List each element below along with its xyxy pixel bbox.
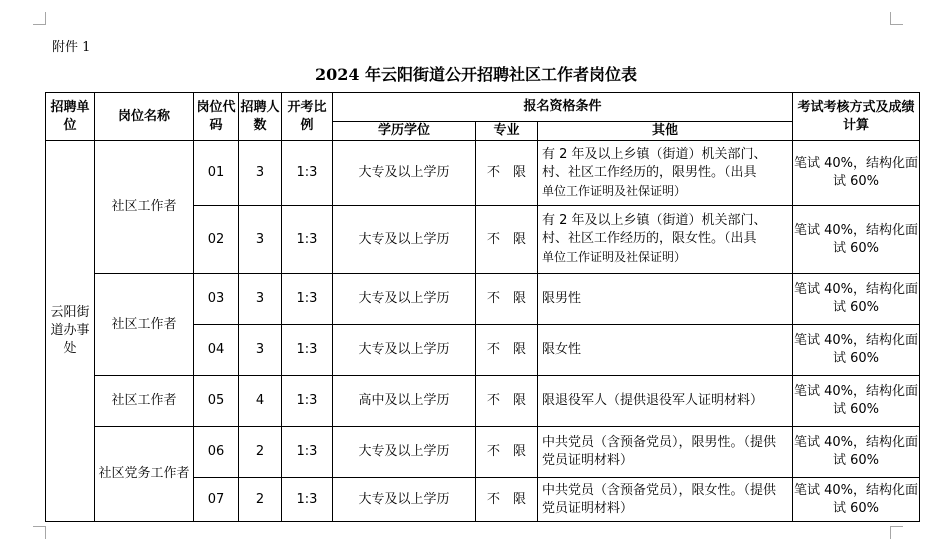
header-education: 学历学位 — [333, 122, 476, 141]
other-requirements-cell — [538, 206, 793, 274]
header-assessment: 考试考核方式及成绩计算 — [793, 93, 920, 141]
position-code-cell: 07 — [194, 478, 239, 522]
exam-ratio-cell: 1:3 — [282, 478, 333, 522]
assessment-cell: 笔试 40%，结构化面试 60% — [793, 274, 920, 325]
header-other: 其他 — [538, 122, 793, 141]
position-name-cell: 社区工作者 — [95, 376, 194, 427]
recruit-count-cell: 2 — [239, 427, 282, 478]
header-exam-ratio: 开考比例 — [282, 93, 333, 141]
position-name-cell: 社区工作者 — [95, 274, 194, 376]
table-row — [46, 427, 920, 478]
recruit-count-cell: 4 — [239, 376, 282, 427]
education-cell: 大专及以上学历 — [333, 325, 476, 376]
other-requirements-cell — [538, 141, 793, 206]
other-requirements-note: 单位工作证明及社保证明） — [542, 250, 687, 264]
header-major: 专业 — [476, 122, 538, 141]
major-cell: 不 限 — [476, 274, 538, 325]
other-requirements-cell: 限退役军人（提供退役军人证明材料） — [538, 376, 793, 427]
position-code-cell: 03 — [194, 274, 239, 325]
position-code-cell: 04 — [194, 325, 239, 376]
header-requirements: 报名资格条件 — [333, 93, 793, 122]
position-code-cell: 02 — [194, 206, 239, 274]
major-cell: 不 限 — [476, 478, 538, 522]
page-corner-mark — [33, 12, 46, 25]
table-row — [46, 141, 920, 206]
recruit-count-cell: 3 — [239, 325, 282, 376]
position-code-cell: 06 — [194, 427, 239, 478]
header-recruit-count: 招聘人数 — [239, 93, 282, 141]
positions-table — [45, 92, 920, 522]
page-corner-mark — [33, 526, 46, 539]
header-position-name: 岗位名称 — [95, 93, 194, 141]
other-requirements-note: 单位工作证明及社保证明） — [542, 183, 687, 198]
education-cell: 大专及以上学历 — [333, 427, 476, 478]
header-position-code: 岗位代码 — [194, 93, 239, 141]
recruit-count-cell: 3 — [239, 206, 282, 274]
recruit-count-cell: 3 — [239, 141, 282, 206]
education-cell: 高中及以上学历 — [333, 376, 476, 427]
assessment-cell: 笔试 40%，结构化面试 60% — [793, 376, 920, 427]
education-cell: 大专及以上学历 — [333, 141, 476, 206]
other-requirements-cell: 中共党员（含预备党员），限女性。（提供党员证明材料） — [538, 478, 793, 522]
exam-ratio-cell: 1:3 — [282, 141, 333, 206]
annex-label: 附件 1 — [52, 40, 91, 55]
major-cell: 不 限 — [476, 325, 538, 376]
position-code-cell: 01 — [194, 141, 239, 206]
other-requirements-text: 有 2 年及以上乡镇（街道）机关部门、村、社区工作经历的，限男性。（出具 — [542, 146, 767, 180]
assessment-cell: 笔试 40%，结构化面试 60% — [793, 325, 920, 376]
table-row — [46, 274, 920, 325]
other-requirements-cell: 限女性 — [538, 325, 793, 376]
assessment-cell: 笔试 40%，结构化面试 60% — [793, 427, 920, 478]
assessment-cell: 笔试 40%，结构化面试 60% — [793, 206, 920, 274]
exam-ratio-cell: 1:3 — [282, 376, 333, 427]
table-row — [46, 376, 920, 427]
position-name-cell: 社区党务工作者 — [95, 427, 194, 522]
header-unit: 招聘单位 — [46, 93, 95, 141]
page-corner-mark — [890, 12, 903, 25]
other-requirements-cell: 中共党员（含预备党员），限男性。（提供党员证明材料） — [538, 427, 793, 478]
education-cell: 大专及以上学历 — [333, 206, 476, 274]
recruit-count-cell: 2 — [239, 478, 282, 522]
exam-ratio-cell: 1:3 — [282, 325, 333, 376]
position-code-cell: 05 — [194, 376, 239, 427]
exam-ratio-cell: 1:3 — [282, 427, 333, 478]
recruit-count-cell: 3 — [239, 274, 282, 325]
major-cell: 不 限 — [476, 141, 538, 206]
position-name-cell: 社区工作者 — [95, 141, 194, 274]
assessment-cell: 笔试 40%，结构化面试 60% — [793, 478, 920, 522]
major-cell: 不 限 — [476, 427, 538, 478]
assessment-cell: 笔试 40%，结构化面试 60% — [793, 141, 920, 206]
page-title: 2024 年云阳街道公开招聘社区工作者岗位表 — [314, 65, 638, 84]
exam-ratio-cell: 1:3 — [282, 206, 333, 274]
other-requirements-text: 有 2 年及以上乡镇（街道）机关部门、村、社区工作经历的，限女性。（出具 — [542, 213, 767, 246]
major-cell: 不 限 — [476, 376, 538, 427]
other-requirements-cell: 限男性 — [538, 274, 793, 325]
page-corner-mark — [890, 526, 903, 539]
major-cell: 不 限 — [476, 206, 538, 274]
education-cell: 大专及以上学历 — [333, 274, 476, 325]
unit-cell: 云阳街道办事处 — [46, 141, 95, 522]
exam-ratio-cell: 1:3 — [282, 274, 333, 325]
education-cell: 大专及以上学历 — [333, 478, 476, 522]
